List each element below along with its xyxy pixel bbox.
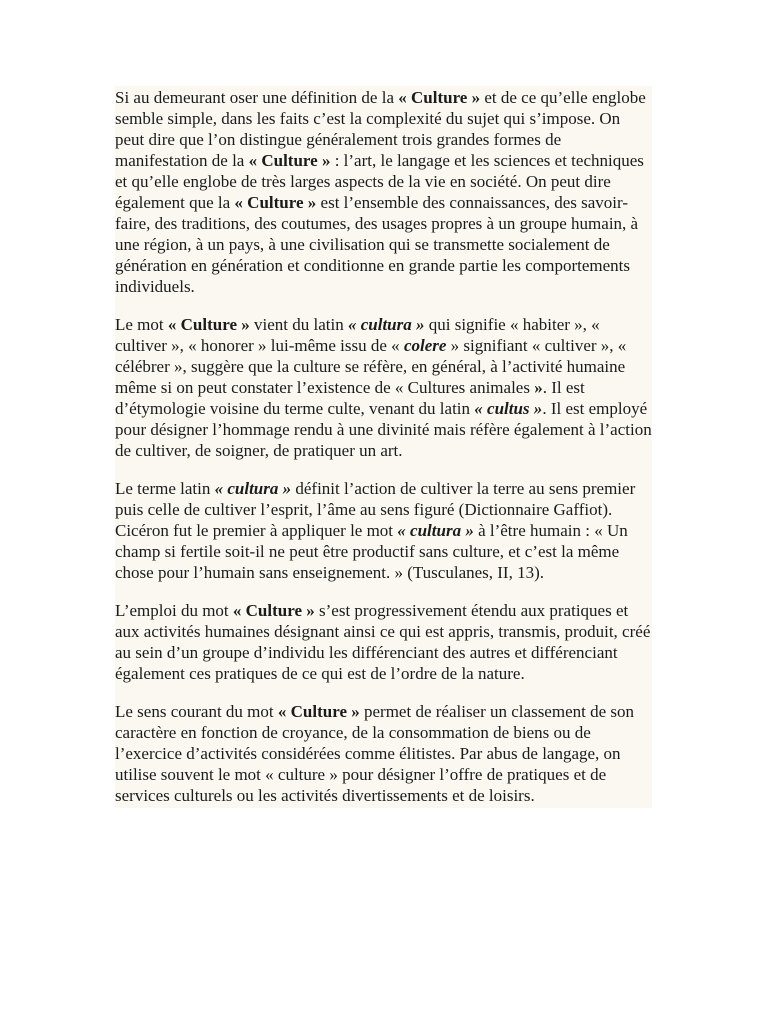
emphasis-term: « cultura » — [214, 479, 292, 498]
text-run: . Il est employé pour désigner l’hommage rendu à une divinité mais réfère également à l’action de cultiver, de soigner, de pratiquer un art. — [115, 399, 652, 460]
text-run: Si au demeurant oser une définition de la — [115, 88, 399, 107]
bold-italic-term — [215, 479, 292, 498]
text-run: : l’art, le langage et les sciences et techniques et qu’elle englobe de très larges aspects de la vie en société. On peut dire également que la — [115, 151, 644, 212]
bold-italic-term — [474, 399, 542, 418]
bold-italic-term — [404, 336, 446, 355]
text-run: Le terme latin — [115, 479, 215, 498]
text-run: . Il est d’étymologie voisine du terme culte, venant du latin — [115, 378, 585, 418]
paragraph-2 — [115, 314, 652, 461]
text-run: s’est progressivement étendu aux pratiques et aux activités humaines désignant ainsi ce qui est appris, transmis, produit, créé au sein d’un groupe d’individu les différenciant des autres et différenciant également ces pratiques de ce qui est de l’ordre de la nature. — [115, 601, 651, 683]
bold-term: « Culture » — [167, 315, 250, 334]
paragraph-5 — [115, 701, 652, 806]
paragraph-3 — [115, 478, 652, 583]
paragraph-1 — [115, 87, 652, 297]
bold-term: « Culture » — [248, 151, 331, 170]
text-run: vient du latin — [249, 315, 348, 334]
emphasis-term: « cultus » — [474, 399, 543, 418]
text-run: L’emploi du mot — [115, 601, 233, 620]
bold-italic-term — [348, 315, 425, 334]
text-run: qui signifie « habiter », « cultiver », « honorer » lui-même issu de « — [115, 315, 600, 355]
text-run: » signifiant « cultiver », « célébrer », suggère que la culture se réfère, en général, à l’activité humaine même si on peut constater l’existence de « Cultures animales — [115, 336, 627, 397]
emphasis-term: colere — [403, 336, 447, 355]
text-run: à l’être humain : « Un champ si fertile soit-il ne peut être productif sans culture, et c’est la même chose pour l’humain sans enseignement. » (Tusculanes, II, 13). — [115, 521, 628, 582]
text-run: définit l’action de cultiver la terre au sens premier puis celle de cultiver l’esprit, l’âme au sens figuré (Dictionnaire Gaffiot). Cicéron fut le premier à appliquer le mot — [115, 479, 636, 540]
emphasis-term: « cultura » — [347, 315, 425, 334]
bold-italic-term — [397, 521, 474, 540]
emphasis-term: « cultura » — [397, 521, 474, 540]
bold-term: « Culture » — [398, 88, 481, 107]
paragraph-4 — [115, 600, 652, 684]
bold-term: « Culture » — [277, 702, 360, 721]
text-block — [115, 86, 652, 808]
bold-term: « Culture » — [232, 601, 315, 620]
bold-term: « Culture » — [234, 193, 317, 212]
text-run: Le mot — [115, 315, 168, 334]
text-run: est l’ensemble des connaissances, des savoir-faire, des traditions, des coutumes, des usages propres à un groupe humain, à une région, à un pays, à une civilisation qui se transmette socialement de génération en génération et conditionne en grande partie les comportements individuels. — [115, 193, 639, 296]
text-run: Le sens courant du mot — [115, 702, 278, 721]
bold-term: » — [534, 378, 543, 397]
text-run: permet de réaliser un classement de son caractère en fonction de croyance, de la consommation de biens ou de l’exercice d’activités considérées comme élitistes. Par abus de langage, on utilise souvent le mot « culture » pour désigner l’offre de pratiques et de services culturels ou les activités divertissements et de loisirs. — [115, 702, 635, 805]
text-run: et de ce qu’elle englobe semble simple, dans les faits c’est la complexité du sujet qui s’impose. On peut dire que l’on distingue généralement trois grandes formes de manifestation de la — [115, 88, 646, 170]
